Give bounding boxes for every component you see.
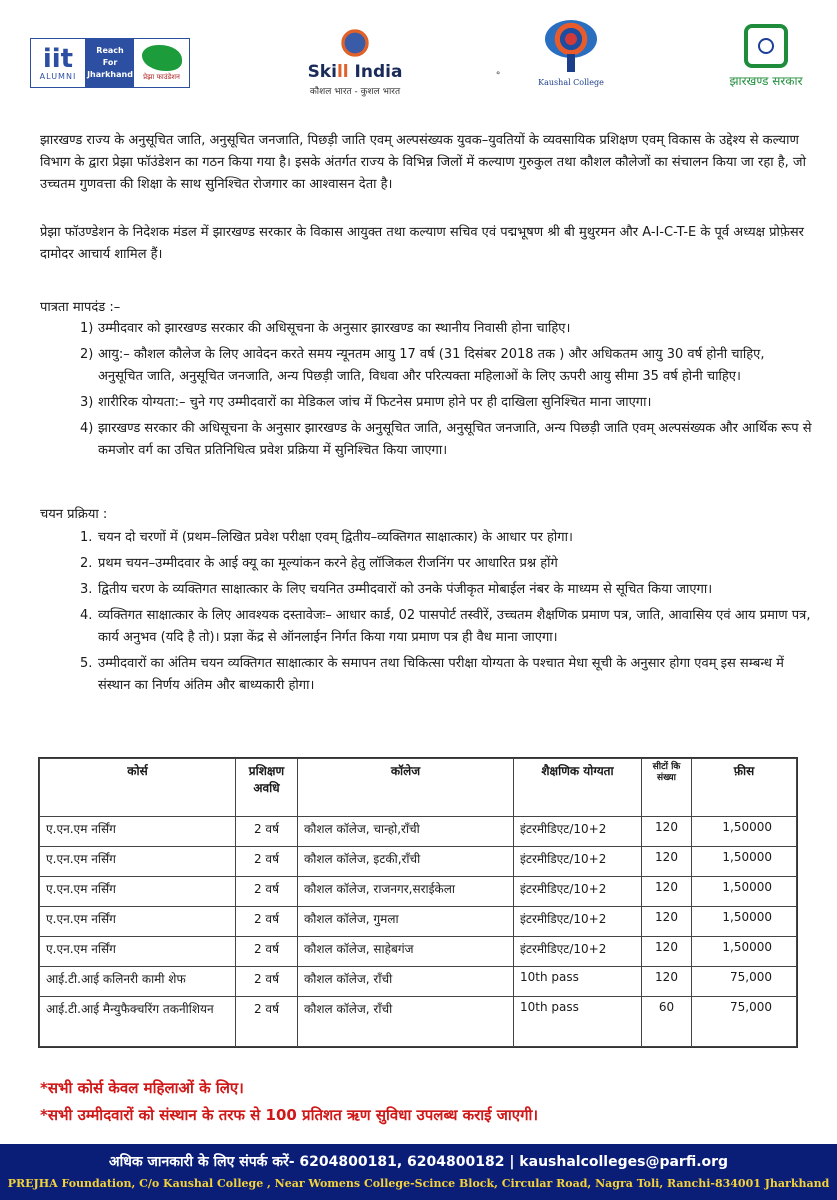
list-item: 1) उम्मीदवार को झारखण्ड सरकार की अधिसूचना के अनुसार झारखण्ड का स्थानीय निवासी होना चाहिए। bbox=[80, 321, 571, 336]
header-qualification: शैक्षणिक योग्यता bbox=[514, 759, 642, 817]
skill-ll-text: ll bbox=[336, 62, 349, 82]
list-item: 2) आयु:– कौशल कौलेज के लिए आवेदन करते समय न्यूनतम आयु 17 वर्ष (31 दिसंबर 2018 तक ) और अधिकतम आयु 30 वर्ष होनी चाहिए, अनुसूचित जाति, अनुसूचित जनजाति, अन्य पिछड़ी जाति, विधवा और परित्यक्ता महिलाओं के लिए ऊपरी आयु सीमा 35 वर्ष होनी चाहिए। bbox=[80, 347, 765, 384]
table-row: आई.टी.आई मैन्युफैक्चरिंग तकनीशियन 2 वर्ष कौशल कॉलेज, राँची 10th pass 60 75,000 bbox=[40, 997, 797, 1047]
kaushal-college-logo bbox=[528, 20, 614, 102]
table-row: ए.एन.एम नर्सिंग 2 वर्ष कौशल कॉलेज, इटकी,राँची इंटरमीडिएट/10+2 120 1,50000 bbox=[40, 847, 797, 877]
kaushal-college-name: Kaushal College bbox=[538, 78, 604, 87]
header-college: कॉलेज bbox=[298, 759, 514, 817]
skill-india-emblem-icon bbox=[338, 28, 372, 58]
selection-title: चयन प्रक्रिया : bbox=[40, 507, 108, 522]
ashoka-wheel-icon bbox=[758, 38, 774, 54]
selection-list bbox=[80, 527, 812, 701]
iit-logo-text: iit bbox=[42, 43, 74, 74]
eligibility-list bbox=[80, 318, 812, 466]
skill-india-tagline: कौशल भारत - कुशल भारत bbox=[309, 87, 401, 97]
for-text: For bbox=[102, 58, 118, 67]
jharkhand-govt-logo bbox=[718, 24, 814, 104]
header-duration: प्रशिक्षण अवधि bbox=[236, 759, 298, 817]
list-item: 3) शारीरिक योग्यता:– चुने गए उम्मीदवारों का मेडिकल जांच में फिटनेस प्रमाण होने पर ही दाखिला सुनिश्चित माना जाएगा। bbox=[80, 395, 652, 410]
india-text: India bbox=[348, 62, 403, 82]
header-course: कोर्स bbox=[40, 759, 236, 817]
list-item: 4) झारखण्ड सरकार की अधिसूचना के अनुसार झारखण्ड के अनुसूचित जाति, अनुसूचित जनजाति, अन्य पिछड़ी जाति एवम् अल्पसंख्यक और आर्थिक रूप से कमजोर वर्ग का उचित प्रतिनिधित्व प्रवेश प्रक्रिया में सुनिश्चित किया जाएगा। bbox=[80, 421, 812, 458]
iit-alumni-text: ALUMNI bbox=[39, 71, 77, 81]
jharkhand-text: Jharkhand bbox=[87, 70, 133, 79]
table-row: ए.एन.एम नर्सिंग 2 वर्ष कौशल कॉलेज, चान्हो,राँची इंटरमीडिएट/10+2 120 1,50000 bbox=[40, 817, 797, 847]
list-item: 4. व्यक्तिगत साक्षात्कार के लिए आवश्यक दस्तावेजः– आधार कार्ड, 02 पासपोर्ट तस्वीरें, उच्चतम शैक्षणिक प्रमाण पत्र, जाति, आवासिय एवं आय प्रमाण पत्र, कार्य अनुभव (यदि है तो)। प्रज्ञा केंद्र से ऑनलाईन निर्गत किया गया प्रमाण पत्र ही वैध माना जाएगा। bbox=[80, 608, 811, 645]
skill-text: Ski bbox=[307, 62, 337, 82]
reach-text: Reach bbox=[96, 46, 124, 55]
course-table bbox=[38, 757, 798, 1048]
table-header-row bbox=[40, 759, 797, 817]
prejha-foundation-text: प्रेझा फाउंडेशन bbox=[143, 72, 180, 81]
skill-india-logo bbox=[300, 28, 410, 108]
table-row: ए.एन.एम नर्सिंग 2 वर्ष कौशल कॉलेज, साहेबगंज इंटरमीडिएट/10+2 120 1,50000 bbox=[40, 937, 797, 967]
contact-info: अधिक जानकारी के लिए संपर्क करें- 6204800181, 6204800182 | kaushalcolleges@parfi.org bbox=[108, 1154, 729, 1170]
intro-paragraph-2: प्रेझा फॉउण्डेशन के निदेशक मंडल में झारखण्ड सरकार के विकास आयुक्त तथा कल्याण सचिव एवं पद्मभूषण श्री बी मुथुरमन और A-I-C-T-E के पूर्व अध्यक्ष प्रोफ़ेसर दामोदर आचार्य शामिल हैं। bbox=[40, 225, 804, 262]
jharkhand-govt-name: झारखण्ड सरकार bbox=[729, 74, 803, 88]
header-logos bbox=[0, 0, 837, 112]
tree-icon bbox=[541, 20, 601, 74]
header-fees: फ़ीस bbox=[692, 759, 797, 817]
eligibility-title: पात्रता मापदंड :– bbox=[40, 300, 121, 315]
list-item: 5. उम्मीदवारों का अंतिम चयन व्यक्तिगत साक्षात्कार के समापन तथा चिकित्सा परीक्षा योग्यता के पश्चात मेधा सूची के अनुसार होगा एवम् इस सम्बन्ध में संस्थान का निर्णय अंतिम और बाध्यकारी होगा। bbox=[80, 656, 784, 693]
footer-bar bbox=[0, 1144, 837, 1200]
jharkhand-emblem-icon bbox=[744, 24, 788, 68]
intro-paragraph-1: झारखण्ड राज्य के अनुसूचित जाति, अनुसूचित जनजाति, पिछड़ी जाति एवम् अल्पसंख्यक युवक–युवतियों के व्यवसायिक प्रशिक्षण एवम् विकास के उद्देश्य से कल्याण विभाग के द्वारा प्रेझा फॉउंडेशन का गठन किया गया है। इसके अंतर्गत राज्य के विभिन्न जिलों में कल्याण गुरुकुल तथा कौशल कौलेजों का संचालन किया जा रहा है, जो उच्चतम गुणवत्ता की शिक्षा के साथ सुनिश्चित रोजगार का आश्वासन देता है। bbox=[40, 133, 806, 192]
women-only-note: *सभी कोर्स केवल महिलाओं के लिए। bbox=[40, 1079, 244, 1097]
list-item: 2. प्रथम चयन–उम्मीदवार के आई क्यू का मूल्यांकन करने हेतु लॉजिकल रीजनिंग पर आधारित प्रश्न होंगे bbox=[80, 556, 558, 571]
separator-mark: ॰ bbox=[496, 69, 501, 80]
address-info: PREJHA Foundation, C/o Kaushal College , Near Womens College-Scince Block, Circular Road, Nagra Toli, Ranchi-834001 Jharkhand bbox=[7, 1177, 830, 1190]
header-seats: सीटों कि संख्या bbox=[642, 759, 692, 817]
table-row: ए.एन.एम नर्सिंग 2 वर्ष कौशल कॉलेज, राजनगर,सराईकेला इंटरमीडिएट/10+2 120 1,50000 bbox=[40, 877, 797, 907]
loan-facility-note: *सभी उम्मीदवारों को संस्थान के तरफ से 100 प्रतिशत ऋण सुविधा उपलब्ध कराई जाएगी। bbox=[40, 1106, 539, 1124]
list-item: 3. द्वितीय चरण के व्यक्तिगत साक्षात्कार के लिए चयनित उम्मीदवारों को उनके पंजीकृत मोबाईल नंबर के माध्यम से सूचित किया जाएगा। bbox=[80, 582, 713, 597]
table-row: आई.टी.आई कलिनरी कामी शेफ 2 वर्ष कौशल कॉलेज, राँची 10th pass 120 75,000 bbox=[40, 967, 797, 997]
jharkhand-map-icon bbox=[142, 45, 182, 71]
iit-alumni-logo bbox=[30, 38, 190, 88]
table-row: ए.एन.एम नर्सिंग 2 वर्ष कौशल कॉलेज, गुमला इंटरमीडिएट/10+2 120 1,50000 bbox=[40, 907, 797, 937]
list-item: 1. चयन दो चरणों में (प्रथम–लिखित प्रवेश परीक्षा एवम् द्वितीय–व्यक्तिगत साक्षात्कार) के आधार पर होगा। bbox=[80, 530, 573, 545]
